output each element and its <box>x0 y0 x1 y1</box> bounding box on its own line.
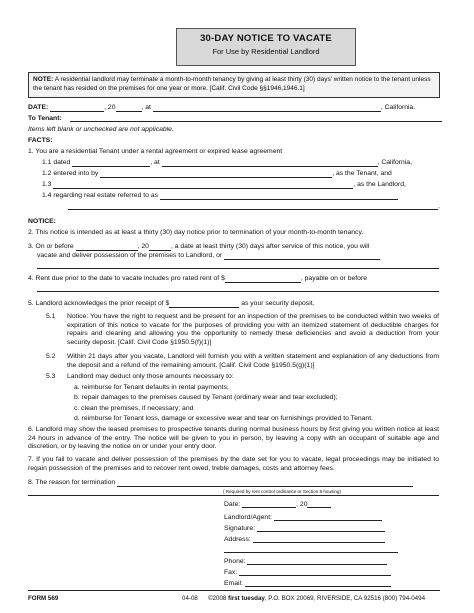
para-7: 7. If you fail to vacate and deliver possession of the premises by the date set for you to vacate, legal proceedings may be initiated to regain possession of the premises and to recover rent owed, treble damages, costs and attorney fees. <box>28 456 439 472</box>
sig-landlord-label: Landlord/Agent: <box>224 514 272 521</box>
fact-1-text: 1. You are a residential Tenant under a rental agreement or expired lease agreement <box>28 148 283 155</box>
fact-1 <box>28 148 282 156</box>
sig-year-prefix: , 20 <box>296 501 308 508</box>
note-label: NOTE: <box>33 76 54 83</box>
premises-field[interactable] <box>160 192 398 200</box>
form-header <box>176 28 356 66</box>
para-3-b: , 20 <box>137 243 149 250</box>
para-5-a: 5. Landlord acknowledges the prior receipt of $ <box>28 300 170 307</box>
notice-form <box>28 8 442 606</box>
tenant-line <box>28 115 62 123</box>
signature-field[interactable] <box>257 524 385 532</box>
date-state: , California. <box>380 104 416 111</box>
publisher-name: first tuesday <box>228 595 265 602</box>
para-2: 2. This notice is intended as at least a thirty (30) day notice prior to termination of your month-to-month tenancy. <box>28 229 364 236</box>
para-5-3-b: b. repair damages to the premises caused by Tenant (ordinary wear and tear excluded); <box>74 394 338 401</box>
termination-hint: ( Required by rent control ordinance or Section 8 housing) <box>223 489 341 494</box>
para-5-2: Within 21 days after you vacate, Landlord will furnish you with a written statement and explanation of any deductions from the deposit and a refund of the remaining amount. [Calif. Civil Code §1950.5(g)(1)] <box>67 353 439 369</box>
sig-email-label: Email: <box>224 580 243 587</box>
sig-fax-row <box>224 568 391 576</box>
sig-landlord-row <box>224 513 382 521</box>
sig-signature-row <box>224 524 385 532</box>
termination-reason-field[interactable] <box>117 479 413 487</box>
para-5-3-d: d. reimburse for Tenant loss, damage or excessive wear and tear on furnishings provided to Tenant. <box>74 415 373 422</box>
sig-year-field[interactable] <box>307 500 331 508</box>
premises-period: . <box>438 203 440 210</box>
sig-address-row <box>224 535 385 543</box>
fact-1-1-at: , at <box>150 159 160 166</box>
para-8-text: 8. The reason for termination <box>28 479 116 486</box>
para-5-3-a: a. reimburse for Tenant defaults in rental payments; <box>74 384 229 391</box>
fact-1-3 <box>42 181 406 189</box>
para-4 <box>28 275 367 283</box>
note-box <box>28 72 440 98</box>
fact-1-1-label: 1.1 dated <box>42 159 71 166</box>
termination-divider <box>28 495 439 496</box>
para-5-b: as your security deposit. <box>241 300 315 307</box>
fact-1-2 <box>42 170 392 178</box>
para-3-c: , a date at least thirty (30) days after service of this notice, you will <box>170 243 370 250</box>
sig-date-field[interactable] <box>242 500 296 508</box>
fact-1-1 <box>42 159 412 167</box>
para-4-a: 4. Rent due prior to the date to vacate includes pro rated rent of $ <box>28 275 225 282</box>
prorated-rent-field[interactable] <box>225 275 301 283</box>
para-6: 6. Landlord may show the leased premises to prospective tenants during normal business hours by first giving you written notice at least 24 hours in advance of the entry. The notice will be given to you in person, by leaving a copy with an occupant of suitable age and discretion, or by leaving the notice on or under your entry door. <box>28 426 439 451</box>
para-5 <box>28 300 315 308</box>
copyright-address: , P.O. BOX 20069, RIVERSIDE, CA 92516 (800) 794-0494 <box>264 595 426 602</box>
tenant-label: To Tenant: <box>28 115 62 122</box>
tenant-name-field[interactable] <box>100 170 332 178</box>
deposit-amount-field[interactable] <box>169 300 239 308</box>
vacate-year-field[interactable] <box>149 243 171 251</box>
sig-email-row <box>224 579 391 587</box>
fax-field[interactable] <box>239 568 391 576</box>
date-field[interactable] <box>50 104 104 112</box>
para-3-d-text: vacate and deliver possession of the premises to Landlord, or <box>37 252 223 259</box>
date-line <box>28 104 415 112</box>
notice-heading: NOTICE: <box>28 218 56 225</box>
vacate-alt-field-2[interactable] <box>37 268 439 269</box>
address-field[interactable] <box>253 535 385 543</box>
form-number: FORM 569 <box>28 595 59 602</box>
para-3-d <box>37 252 380 260</box>
para-3 <box>28 243 369 251</box>
date-label: DATE: <box>28 104 49 111</box>
fact-1-3-label: 1.3 <box>42 181 52 188</box>
para-3-a: 3. On or before <box>28 243 74 250</box>
vacate-alt-field[interactable] <box>224 252 380 260</box>
date-city-field[interactable] <box>153 104 381 112</box>
fact-1-2-label: 1.2 entered into by <box>42 170 99 177</box>
sig-phone-label: Phone: <box>224 558 246 565</box>
para-4-b: , payable on or before <box>300 275 367 282</box>
vacate-date-field[interactable] <box>76 243 138 251</box>
form-subtitle: For Use by Residential Landlord <box>212 47 320 56</box>
landlord-name-field[interactable] <box>53 181 353 189</box>
fact-1-3-end: , as the Landlord, <box>353 181 406 188</box>
para-5-3-c: c. clean the premises, if necessary; and <box>74 405 194 412</box>
rent-due-date-field[interactable] <box>37 291 439 292</box>
para-5-3: Landlord may deduct only those amounts necessary to: <box>67 373 234 380</box>
note-text: A residential landlord may terminate a month-to-month tenancy by giving at least thirty (30) days' written notice to the tenant unless the tenant has resided on the premises for one year or more. [Calif. Civil Code §§1946,1946.1] <box>33 76 431 92</box>
para-5-3-num: 5.3 <box>46 373 56 380</box>
form-revision: 04-08 <box>182 595 198 602</box>
sig-signature-label: Signature: <box>224 525 255 532</box>
email-field[interactable] <box>245 579 391 587</box>
items-note: Items left blank or unchecked are not applicable. <box>28 126 174 133</box>
sig-date-label: Date: <box>224 501 241 508</box>
facts-heading: FACTS: <box>28 137 53 144</box>
para-5-2-num: 5.2 <box>46 353 56 360</box>
premises-field-2[interactable] <box>68 209 438 210</box>
sig-fax-label: Fax: <box>224 569 238 576</box>
date-year-prefix: , 20 <box>104 104 116 111</box>
sig-date-row <box>224 500 331 508</box>
landlord-agent-field[interactable] <box>274 513 382 521</box>
address-field-2[interactable] <box>224 552 398 553</box>
fact-1-1-end: , California, <box>377 159 412 166</box>
tenant-field[interactable] <box>70 121 442 122</box>
date-year-field[interactable] <box>116 104 142 112</box>
sig-address-label: Address: <box>224 536 251 543</box>
fact-1-4 <box>42 192 398 200</box>
para-5-1-num: 5.1 <box>46 313 56 320</box>
copyright-prefix: ©2008 <box>208 595 229 602</box>
para-8 <box>28 479 413 487</box>
footer-divider <box>28 590 440 591</box>
sig-phone-row <box>224 557 387 565</box>
fact-1-4-label: 1.4 regarding real estate referred to as <box>42 192 158 199</box>
agreement-date-field[interactable] <box>72 159 150 167</box>
date-at: , at <box>141 104 151 111</box>
para-5-1: Notice: You have the right to request and be present for an inspection of the premises to be conducted within two weeks of expiration of this notice to vacate for the purposes of providing you with an itemized statement of deductible charges for repairs and cleaning and allowing you the opportunity to remedy these deficiencies and avoid a deduction from your security deposit. [Calif. Civil Code §1950.5(f)(1)] <box>67 313 439 346</box>
form-copyright <box>208 595 425 602</box>
form-title: 30-DAY NOTICE TO VACATE <box>200 33 332 44</box>
phone-field[interactable] <box>247 557 387 565</box>
agreement-city-field[interactable] <box>162 159 378 167</box>
fact-1-2-end: , as the Tenant, and <box>332 170 392 177</box>
